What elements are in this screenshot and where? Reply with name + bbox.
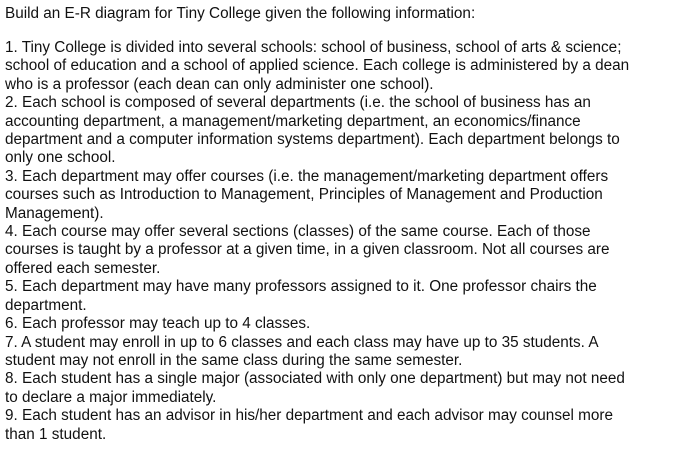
requirement-line: 6. Each professor may teach up to 4 classes. (5, 315, 311, 333)
document-title: Build an E-R diagram for Tiny College given the following information: (5, 5, 476, 22)
requirement-item-3 (5, 168, 683, 223)
requirement-line: department and a computer information systems department). Each department belongs to (5, 131, 620, 149)
requirement-item-2 (5, 94, 683, 168)
requirement-line: school of education and a school of applied science. Each college is administered by a dean (5, 57, 630, 75)
requirement-line: 1. Tiny College is divided into several schools: school of business, school of arts & science; (5, 39, 622, 56)
requirement-line: 7. A student may enroll in up to 6 classes and each class may have up to 35 students. A (5, 333, 599, 351)
requirement-line: 5. Each department may have many professors assigned to it. One professor chairs the (5, 278, 597, 296)
requirement-line: 3. Each department may offer courses (i.e. the management/marketing department offers (5, 167, 609, 185)
requirement-line: only one school. (5, 149, 116, 167)
document-page (5, 5, 683, 444)
requirement-item-1 (5, 39, 683, 94)
requirement-line: who is a professor (each dean can only administer one school). (5, 75, 434, 93)
requirement-line: accounting department, a management/marketing department, an economics/finance (5, 112, 581, 130)
requirement-line: 8. Each student has a single major (associated with only one department) but may not need (5, 370, 625, 388)
requirement-line: to declare a major immediately. (5, 388, 217, 406)
requirement-line: Management). (5, 204, 104, 222)
requirement-line: courses such as Introduction to Management, Principles of Management and Production (5, 186, 603, 204)
requirement-line: than 1 student. (5, 425, 107, 443)
requirement-item-5 (5, 278, 683, 315)
requirement-line: student may not enroll in the same class during the same semester. (5, 351, 463, 369)
requirements-list (5, 39, 683, 444)
requirement-item-9 (5, 407, 683, 444)
requirement-line: 9. Each student has an advisor in his/her department and each advisor may counsel more (5, 407, 613, 425)
requirement-item-8 (5, 370, 683, 407)
requirement-line: 2. Each school is composed of several departments (i.e. the school of business has an (5, 94, 591, 112)
requirement-line: 4. Each course may offer several sections (classes) of the same course. Each of those (5, 223, 591, 241)
requirement-line: courses is taught by a professor at a given time, in a given classroom. Not all courses are (5, 241, 610, 259)
requirement-line: department. (5, 296, 87, 314)
requirement-item-4 (5, 223, 683, 278)
requirement-item-6 (5, 315, 683, 333)
requirement-line: offered each semester. (5, 259, 161, 277)
requirement-item-7 (5, 334, 683, 371)
